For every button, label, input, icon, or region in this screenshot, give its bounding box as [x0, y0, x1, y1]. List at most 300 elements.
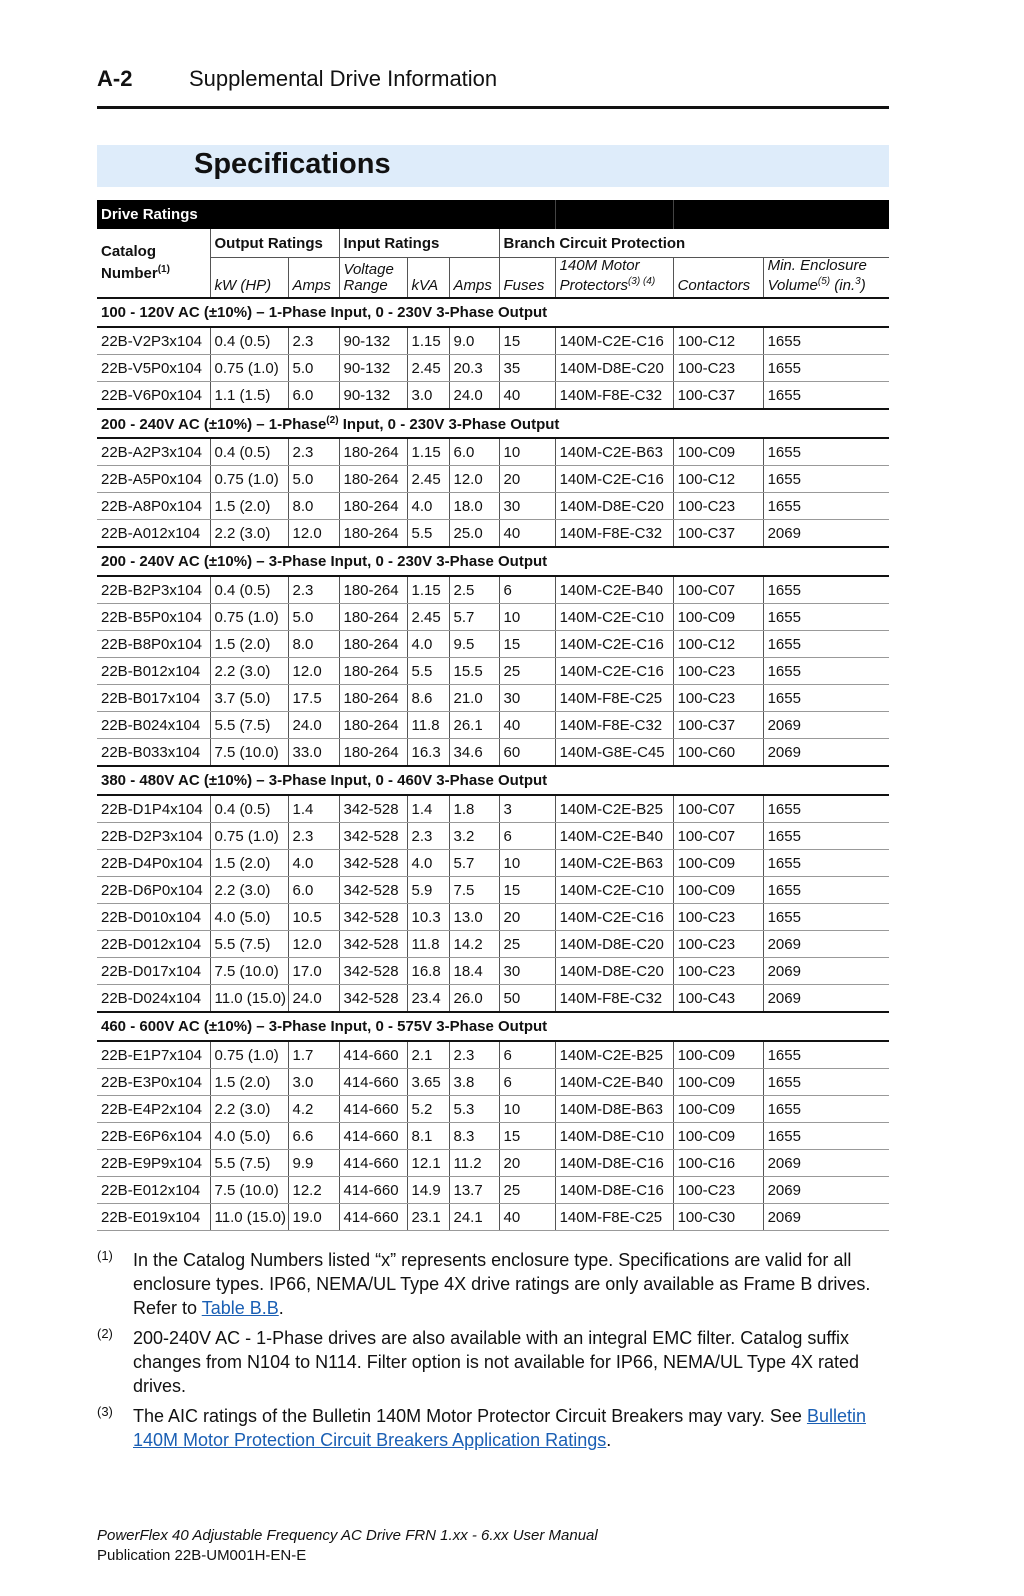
table-cell: 0.4 (0.5) [210, 795, 288, 823]
section-row [97, 409, 889, 438]
section-row [97, 298, 889, 327]
table-row [97, 1041, 889, 1069]
section-row [97, 766, 889, 795]
table-cell: 23.1 [407, 1204, 449, 1231]
table-cell: 100-C16 [673, 1150, 763, 1177]
table-cell: 2.3 [407, 823, 449, 850]
table-cell: 180-264 [339, 438, 407, 466]
table-cell: 2.2 (3.0) [210, 1096, 288, 1123]
table-row [97, 576, 889, 604]
table-cell: 100-C09 [673, 850, 763, 877]
table-cell: 6 [499, 1041, 555, 1069]
table-cell: 180-264 [339, 658, 407, 685]
table-cell: 2.45 [407, 466, 449, 493]
table-cell: 140M-C2E-B63 [555, 438, 673, 466]
footnote-2 [97, 1326, 889, 1398]
table-row [97, 958, 889, 985]
table-row [97, 438, 889, 466]
table-cell: 0.4 (0.5) [210, 438, 288, 466]
table-cell: 15 [499, 877, 555, 904]
table-cell: 24.0 [449, 382, 499, 410]
table-cell: 7.5 [449, 877, 499, 904]
table-cell: 140M-C2E-B63 [555, 850, 673, 877]
table-cell: 12.2 [288, 1177, 339, 1204]
table-cell: 8.0 [288, 493, 339, 520]
table-cell: 2.1 [407, 1041, 449, 1069]
table-cell: 414-660 [339, 1177, 407, 1204]
table-cell: 1655 [763, 631, 889, 658]
table-cell: 35 [499, 355, 555, 382]
table-cell: 5.5 (7.5) [210, 931, 288, 958]
table-cell: 140M-F8E-C32 [555, 985, 673, 1013]
table-cell: 140M-D8E-C20 [555, 493, 673, 520]
table-cell: 11.0 (15.0) [210, 1204, 288, 1231]
table-cell: 2.3 [288, 823, 339, 850]
table-cell: 22B-E3P0x104 [97, 1069, 210, 1096]
table-cell: 414-660 [339, 1096, 407, 1123]
table-cell: 33.0 [288, 739, 339, 767]
title-band [97, 145, 889, 187]
table-row [97, 1123, 889, 1150]
section-title: Supplemental Drive Information [189, 66, 498, 91]
table-cell: 100-C23 [673, 493, 763, 520]
table-cell: 13.7 [449, 1177, 499, 1204]
table-cell: 15.5 [449, 658, 499, 685]
table-cell: 8.0 [288, 631, 339, 658]
motor-protector-header: 140M Motor Protectors$^{(3) (4)}$ [555, 258, 673, 299]
table-cell: 180-264 [339, 712, 407, 739]
table-cell: 25 [499, 658, 555, 685]
table-row [97, 931, 889, 958]
table-cell: 100-C07 [673, 795, 763, 823]
table-cell: 22B-D017x104 [97, 958, 210, 985]
table-cell: 22B-D012x104 [97, 931, 210, 958]
table-cell: 25.0 [449, 520, 499, 548]
table-cell: 22B-D2P3x104 [97, 823, 210, 850]
footnote-mark: (3) [97, 1404, 113, 1419]
table-row [97, 712, 889, 739]
table-cell: 1.5 (2.0) [210, 631, 288, 658]
table-cell: 5.0 [288, 466, 339, 493]
table-row [97, 520, 889, 548]
table-cell: 1655 [763, 493, 889, 520]
table-cell: 140M-D8E-C20 [555, 958, 673, 985]
table-cell: 342-528 [339, 958, 407, 985]
table-cell: 22B-B2P3x104 [97, 576, 210, 604]
manual-title: PowerFlex 40 Adjustable Frequency AC Drive FRN 1.xx - 6.xx User Manual [97, 1527, 598, 1544]
table-row [97, 739, 889, 767]
table-cell: 3.0 [288, 1069, 339, 1096]
table-row [97, 1204, 889, 1231]
table-cell: 22B-V6P0x104 [97, 382, 210, 410]
table-cell: 24.0 [288, 985, 339, 1013]
table-cell: 5.3 [449, 1096, 499, 1123]
table-cell: 100-C09 [673, 1041, 763, 1069]
table-cell: 2.2 (3.0) [210, 877, 288, 904]
table-cell: 1655 [763, 327, 889, 355]
table-cell: 0.4 (0.5) [210, 327, 288, 355]
table-cell: 10.5 [288, 904, 339, 931]
table-cell: 140M-C2E-B40 [555, 576, 673, 604]
table-cell: 4.2 [288, 1096, 339, 1123]
branch-protection-header: Branch Circuit Protection [499, 229, 889, 258]
table-cell: 1.5 (2.0) [210, 493, 288, 520]
table-cell: 30 [499, 958, 555, 985]
table-cell: 1655 [763, 1041, 889, 1069]
fuses-header: Fuses [499, 258, 555, 299]
table-cell: 90-132 [339, 355, 407, 382]
footnote-text: In the Catalog Numbers listed “x” represents enclosure type. Specifications are valid for all enclosure types. IP66, NEMA/UL Type 4X drive ratings are only available as Frame B drives. Refer to [133, 1250, 871, 1318]
table-cell: 342-528 [339, 850, 407, 877]
table-cell: 414-660 [339, 1204, 407, 1231]
table-cell: 1.5 (2.0) [210, 1069, 288, 1096]
table-cell: 1655 [763, 382, 889, 410]
table-cell: 24.0 [288, 712, 339, 739]
table-cell: 100-C23 [673, 904, 763, 931]
table-cell: 342-528 [339, 931, 407, 958]
table-cell: 140M-F8E-C25 [555, 1204, 673, 1231]
table-cell: 0.75 (1.0) [210, 1041, 288, 1069]
table-cell: 3.65 [407, 1069, 449, 1096]
table-cell: 3.8 [449, 1069, 499, 1096]
table-cell: 5.0 [288, 604, 339, 631]
table-cell: 100-C37 [673, 712, 763, 739]
table-cell: 1655 [763, 1069, 889, 1096]
table-cell: 15 [499, 631, 555, 658]
table-cell: 4.0 [407, 850, 449, 877]
table-row [97, 1177, 889, 1204]
table-cell: 100-C09 [673, 1123, 763, 1150]
table-row [97, 466, 889, 493]
table-cell: 26.1 [449, 712, 499, 739]
table-cell: 22B-B5P0x104 [97, 604, 210, 631]
table-row [97, 327, 889, 355]
table-cell: 100-C37 [673, 520, 763, 548]
table-cell: 140M-D8E-C16 [555, 1177, 673, 1204]
footnote-mark: (2) [97, 1326, 113, 1341]
table-cell: 22B-D6P0x104 [97, 877, 210, 904]
table-cell: 342-528 [339, 985, 407, 1013]
section-title: 200 - 240V AC (±10%) – 3-Phase Input, 0 - 230V 3-Phase Output [97, 547, 889, 576]
table-cell: 140M-F8E-C32 [555, 712, 673, 739]
table-cell: 1655 [763, 823, 889, 850]
table-cell: 5.0 [288, 355, 339, 382]
table-cell: 6 [499, 1069, 555, 1096]
table-cell: 22B-D024x104 [97, 985, 210, 1013]
table-cell: 1655 [763, 658, 889, 685]
table-cell: 20 [499, 904, 555, 931]
table-cell: 100-C43 [673, 985, 763, 1013]
table-cell: 2.3 [288, 576, 339, 604]
table-cell: 12.0 [288, 658, 339, 685]
table-cell: 19.0 [288, 1204, 339, 1231]
table-cell: 30 [499, 685, 555, 712]
contactors-header: Contactors [673, 258, 763, 299]
table-body [97, 298, 889, 1231]
table-cell: 3 [499, 795, 555, 823]
footnotes [97, 1248, 889, 1458]
table-cell: 5.5 [407, 520, 449, 548]
table-cell: 140M-C2E-B25 [555, 1041, 673, 1069]
table-cell: 5.7 [449, 850, 499, 877]
table-cell: 140M-C2E-B40 [555, 823, 673, 850]
table-cell: 2069 [763, 520, 889, 548]
table-cell: 7.5 (10.0) [210, 1177, 288, 1204]
table-cell: 140M-C2E-C16 [555, 327, 673, 355]
table-cell: 342-528 [339, 877, 407, 904]
input-amps-header: Amps [449, 258, 499, 299]
table-row [97, 382, 889, 410]
table-cell: 1.4 [407, 795, 449, 823]
table-cell: 0.75 (1.0) [210, 466, 288, 493]
table-cell: 17.5 [288, 685, 339, 712]
table-cell: 22B-A2P3x104 [97, 438, 210, 466]
table-cell: 90-132 [339, 382, 407, 410]
table-b-b-link[interactable]: Table B.B [201, 1298, 279, 1318]
table-cell: 4.0 [288, 850, 339, 877]
table-cell: 100-C09 [673, 1096, 763, 1123]
table-cell: 22B-A8P0x104 [97, 493, 210, 520]
table-cell: 140M-D8E-C10 [555, 1123, 673, 1150]
table-cell: 17.0 [288, 958, 339, 985]
table-cell: 1655 [763, 1123, 889, 1150]
table-cell: 180-264 [339, 739, 407, 767]
table-cell: 2069 [763, 712, 889, 739]
table-cell: 22B-D010x104 [97, 904, 210, 931]
table-cell: 140M-D8E-C20 [555, 355, 673, 382]
input-ratings-header: Input Ratings [339, 229, 499, 258]
table-row [97, 1069, 889, 1096]
table-cell: 1.4 [288, 795, 339, 823]
table-cell: 2.3 [449, 1041, 499, 1069]
table-cell: 100-C23 [673, 355, 763, 382]
table-row [97, 1096, 889, 1123]
table-cell: 6.6 [288, 1123, 339, 1150]
table-cell: 11.2 [449, 1150, 499, 1177]
table-cell: 9.9 [288, 1150, 339, 1177]
table-cell: 2069 [763, 739, 889, 767]
section-title: 460 - 600V AC (±10%) – 3-Phase Input, 0 - 575V 3-Phase Output [97, 1012, 889, 1041]
footnote-text: The AIC ratings of the Bulletin 140M Motor Protector Circuit Breakers may vary. See [133, 1406, 807, 1426]
table-cell: 60 [499, 739, 555, 767]
table-cell: 6.0 [449, 438, 499, 466]
table-cell: 2.5 [449, 576, 499, 604]
table-cell: 6.0 [288, 382, 339, 410]
table-cell: 5.5 (7.5) [210, 1150, 288, 1177]
table-cell: 22B-E4P2x104 [97, 1096, 210, 1123]
table-cell: 11.0 (15.0) [210, 985, 288, 1013]
table-cell: 25 [499, 1177, 555, 1204]
table-cell: 3.0 [407, 382, 449, 410]
table-cell: 180-264 [339, 685, 407, 712]
table-cell: 4.0 (5.0) [210, 904, 288, 931]
table-cell: 100-C07 [673, 576, 763, 604]
table-cell: 100-C12 [673, 327, 763, 355]
table-cell: 2.3 [288, 438, 339, 466]
table-cell: 100-C37 [673, 382, 763, 410]
table-cell: 100-C09 [673, 604, 763, 631]
table-cell: 50 [499, 985, 555, 1013]
table-row [97, 795, 889, 823]
publication-number: Publication 22B-UM001H-EN-E [97, 1547, 307, 1564]
table-cell: 22B-E019x104 [97, 1204, 210, 1231]
table-row [97, 850, 889, 877]
table-cell: 11.8 [407, 931, 449, 958]
table-cell: 22B-A5P0x104 [97, 466, 210, 493]
table-cell: 140M-F8E-C32 [555, 520, 673, 548]
table-cell: 1655 [763, 466, 889, 493]
table-cell: 9.0 [449, 327, 499, 355]
table-cell: 100-C12 [673, 466, 763, 493]
table-cell: 26.0 [449, 985, 499, 1013]
table-cell: 22B-B017x104 [97, 685, 210, 712]
drive-ratings-table [97, 200, 889, 1231]
section-title: 200 - 240V AC (±10%) – 1-Phase$^{(2)}$ Input, 0 - 230V 3-Phase Output [97, 409, 889, 438]
table-cell: 100-C23 [673, 931, 763, 958]
enclosure-volume-header: Min. Enclosure Volume$^{(5)}$ (in.$^3$) [763, 258, 889, 299]
table-cell: 6 [499, 576, 555, 604]
page-footer [97, 1526, 598, 1566]
page-number: A-2 [97, 66, 133, 91]
table-cell: 100-C60 [673, 739, 763, 767]
table-cell: 5.9 [407, 877, 449, 904]
table-cell: 14.9 [407, 1177, 449, 1204]
page-title: Specifications [194, 148, 391, 180]
table-cell: 140M-D8E-C20 [555, 931, 673, 958]
table-cell: 100-C23 [673, 685, 763, 712]
table-cell: 22B-B012x104 [97, 658, 210, 685]
table-cell: 2.45 [407, 355, 449, 382]
table-cell: 1655 [763, 685, 889, 712]
table-cell: 4.0 [407, 493, 449, 520]
table-cell: 3.7 (5.0) [210, 685, 288, 712]
table-row [97, 904, 889, 931]
group-header-row [97, 229, 889, 258]
table-row [97, 685, 889, 712]
section-title: 100 - 120V AC (±10%) – 1-Phase Input, 0 - 230V 3-Phase Output [97, 298, 889, 327]
table-cell: 100-C09 [673, 438, 763, 466]
table-cell: 4.0 [407, 631, 449, 658]
table-cell: 90-132 [339, 327, 407, 355]
table-cell: 22B-B8P0x104 [97, 631, 210, 658]
table-cell: 22B-B033x104 [97, 739, 210, 767]
table-cell: 12.0 [449, 466, 499, 493]
footnote-3: (3) The AIC ratings of the Bulletin 140M Motor Protector Circuit Breakers may vary. See Bulletin 140M Motor Protection Circuit Breakers Application Ratings. [97, 1404, 889, 1452]
table-cell: 1655 [763, 877, 889, 904]
table-cell: 21.0 [449, 685, 499, 712]
table-cell: 140M-C2E-C16 [555, 631, 673, 658]
table-cell: 1655 [763, 604, 889, 631]
table-cell: 3.2 [449, 823, 499, 850]
table-cell: 20 [499, 466, 555, 493]
table-cell: 10 [499, 850, 555, 877]
table-cell: 16.8 [407, 958, 449, 985]
table-cell: 1655 [763, 850, 889, 877]
table-cell: 10 [499, 1096, 555, 1123]
table-cell: 100-C09 [673, 1069, 763, 1096]
table-cell: 180-264 [339, 604, 407, 631]
table-cell: 40 [499, 1204, 555, 1231]
table-cell: 2.45 [407, 604, 449, 631]
table-cell: 22B-B024x104 [97, 712, 210, 739]
table-cell: 15 [499, 1123, 555, 1150]
table-cell: 140M-C2E-C16 [555, 466, 673, 493]
table-cell: 10.3 [407, 904, 449, 931]
table-cell: 140M-C2E-C16 [555, 658, 673, 685]
table-cell: 1.5 (2.0) [210, 850, 288, 877]
table-cell: 34.6 [449, 739, 499, 767]
table-cell: 0.4 (0.5) [210, 576, 288, 604]
table-cell: 2069 [763, 1150, 889, 1177]
table-cell: 140M-F8E-C32 [555, 382, 673, 410]
table-cell: 40 [499, 382, 555, 410]
sub-header-row [97, 258, 889, 299]
table-cell: 180-264 [339, 576, 407, 604]
table-cell: 22B-D1P4x104 [97, 795, 210, 823]
output-ratings-header: Output Ratings [210, 229, 339, 258]
table-row [97, 877, 889, 904]
table-cell: 2069 [763, 1177, 889, 1204]
table-row [97, 658, 889, 685]
bulletin-140m-link[interactable]: Bulletin 140M Motor Protection Circuit Breakers Application Ratings [133, 1406, 866, 1450]
table-cell: 6 [499, 823, 555, 850]
table-cell: 15 [499, 327, 555, 355]
table-cell: 40 [499, 712, 555, 739]
table-cell: 22B-V5P0x104 [97, 355, 210, 382]
table-cell: 1655 [763, 576, 889, 604]
table-cell: 12.1 [407, 1150, 449, 1177]
table-cell: 414-660 [339, 1069, 407, 1096]
footnote-text: 200-240V AC - 1-Phase drives are also available with an integral EMC filter. Catalog suffix changes from N104 to N114. Filter option is not available for IP66, NEMA/UL Type 4X rated drives. [133, 1328, 860, 1396]
table-cell: 22B-E9P9x104 [97, 1150, 210, 1177]
table-cell: 4.0 (5.0) [210, 1123, 288, 1150]
table-cell: 7.5 (10.0) [210, 739, 288, 767]
section-row [97, 1012, 889, 1041]
table-cell: 14.2 [449, 931, 499, 958]
table-cell: 5.5 [407, 658, 449, 685]
table-cell: 1655 [763, 438, 889, 466]
table-row [97, 985, 889, 1013]
voltage-range-header: Voltage Range [339, 258, 407, 299]
table-cell: 22B-E1P7x104 [97, 1041, 210, 1069]
table-cell: 25 [499, 931, 555, 958]
table-cell: 1.8 [449, 795, 499, 823]
table-row [97, 631, 889, 658]
table-cell: 2069 [763, 985, 889, 1013]
table-cell: 1.1 (1.5) [210, 382, 288, 410]
table-cell: 1.15 [407, 327, 449, 355]
table-row [97, 823, 889, 850]
table-cell: 180-264 [339, 466, 407, 493]
table-row [97, 493, 889, 520]
table-cell: 1655 [763, 1096, 889, 1123]
table-cell: 8.6 [407, 685, 449, 712]
table-cell: 18.0 [449, 493, 499, 520]
table-cell: 30 [499, 493, 555, 520]
table-cell: 342-528 [339, 823, 407, 850]
table-caption-row [97, 200, 889, 229]
table-cell: 1.15 [407, 438, 449, 466]
table-cell: 414-660 [339, 1041, 407, 1069]
table-cell: 10 [499, 438, 555, 466]
section-title: 380 - 480V AC (±10%) – 3-Phase Input, 0 - 460V 3-Phase Output [97, 766, 889, 795]
table-cell: 22B-E6P6x104 [97, 1123, 210, 1150]
kw-header: kW (HP) [210, 258, 288, 299]
table-cell: 24.1 [449, 1204, 499, 1231]
table-cell: 1655 [763, 904, 889, 931]
table-cell: 11.8 [407, 712, 449, 739]
table-cell: 20.3 [449, 355, 499, 382]
